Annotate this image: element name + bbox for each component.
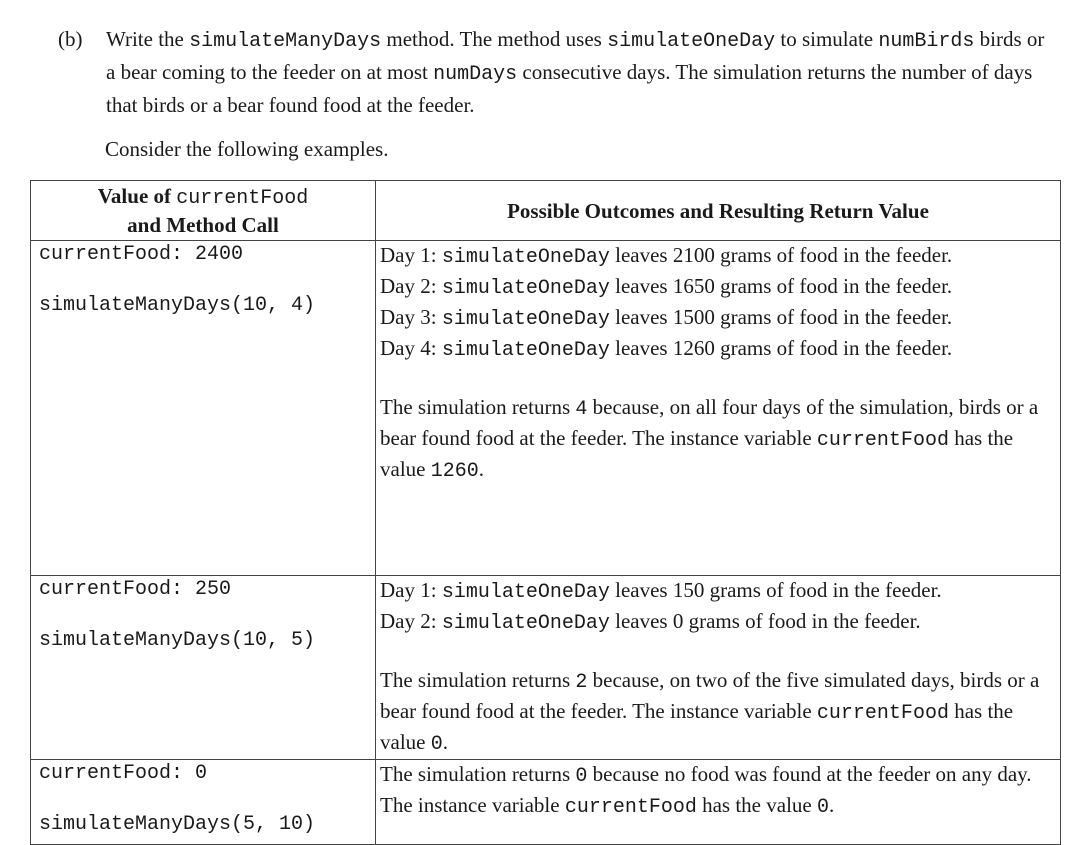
day-line: Day 2: simulateOneDay leaves 1650 grams of food in the feeder. bbox=[380, 274, 953, 300]
day-line: Day 1: simulateOneDay leaves 150 grams of food in the feeder. bbox=[380, 578, 942, 604]
header-left bbox=[31, 181, 376, 241]
examples-table bbox=[30, 180, 1061, 845]
result-text: The simulation returns 4 because, on all four days of the simulation, birds or a bear found food at the feeder. The instance variable currentFood has the value 1260. bbox=[380, 395, 1039, 483]
table-row bbox=[31, 760, 1061, 845]
result-text: The simulation returns 2 because, on two of the five simulated days, birds or a bear found food at the feeder. The instance variable currentFood has the value 0. bbox=[380, 668, 1040, 756]
prompt-code: simulateManyDays bbox=[189, 30, 382, 53]
current-food-value: currentFood: 0 bbox=[39, 762, 208, 785]
day-line: Day 1: simulateOneDay leaves 2100 grams of food in the feeder. bbox=[380, 243, 953, 269]
prompt-seg: consecutive days. The simulation returns the number of days that birds or a bear found food at the feeder. bbox=[106, 60, 1033, 117]
method-call: simulateManyDays(5, 10) bbox=[39, 813, 316, 836]
header-right: Possible Outcomes and Resulting Return Value bbox=[376, 181, 1061, 241]
method-call: simulateManyDays(10, 4) bbox=[39, 294, 316, 317]
outcome-cell bbox=[376, 241, 1061, 576]
prompt-text bbox=[106, 24, 1048, 120]
header-left-post: and Method Call bbox=[127, 213, 279, 237]
table-row bbox=[31, 241, 1061, 576]
prompt-code: simulateOneDay bbox=[607, 30, 776, 53]
prompt-code: numDays bbox=[433, 63, 518, 86]
day-line: Day 4: simulateOneDay leaves 1260 grams of food in the feeder. bbox=[380, 336, 953, 362]
method-call: simulateManyDays(10, 5) bbox=[39, 629, 316, 652]
part-label: (b) bbox=[58, 27, 83, 51]
result-text: The simulation returns 0 because no food was found at the feeder on any day. The instance variable currentFood has the value 0. bbox=[380, 762, 1032, 819]
day-line: Day 3: simulateOneDay leaves 1500 grams of food in the feeder. bbox=[380, 305, 953, 331]
examples-intro: Consider the following examples. bbox=[105, 137, 389, 161]
table-row bbox=[31, 576, 1061, 760]
value-cell bbox=[31, 576, 376, 760]
prompt-seg: birds or a bear coming to the feeder on at most bbox=[106, 27, 1045, 84]
current-food-value: currentFood: 2400 bbox=[39, 243, 244, 266]
outcome-cell bbox=[376, 760, 1061, 845]
value-cell bbox=[31, 760, 376, 845]
outcome-cell bbox=[376, 576, 1061, 760]
part-b-prompt bbox=[58, 24, 1048, 120]
value-cell bbox=[31, 241, 376, 576]
prompt-seg: Write the bbox=[106, 27, 190, 51]
current-food-value: currentFood: 250 bbox=[39, 578, 232, 601]
prompt-seg: to simulate bbox=[775, 27, 879, 51]
header-left-code: currentFood bbox=[176, 187, 309, 210]
prompt-seg: method. The method uses bbox=[381, 27, 608, 51]
header-left-pre: Value of bbox=[97, 184, 177, 208]
day-line: Day 2: simulateOneDay leaves 0 grams of food in the feeder. bbox=[380, 609, 921, 635]
prompt-code: numBirds bbox=[878, 30, 975, 53]
table-header-row bbox=[31, 181, 1061, 241]
